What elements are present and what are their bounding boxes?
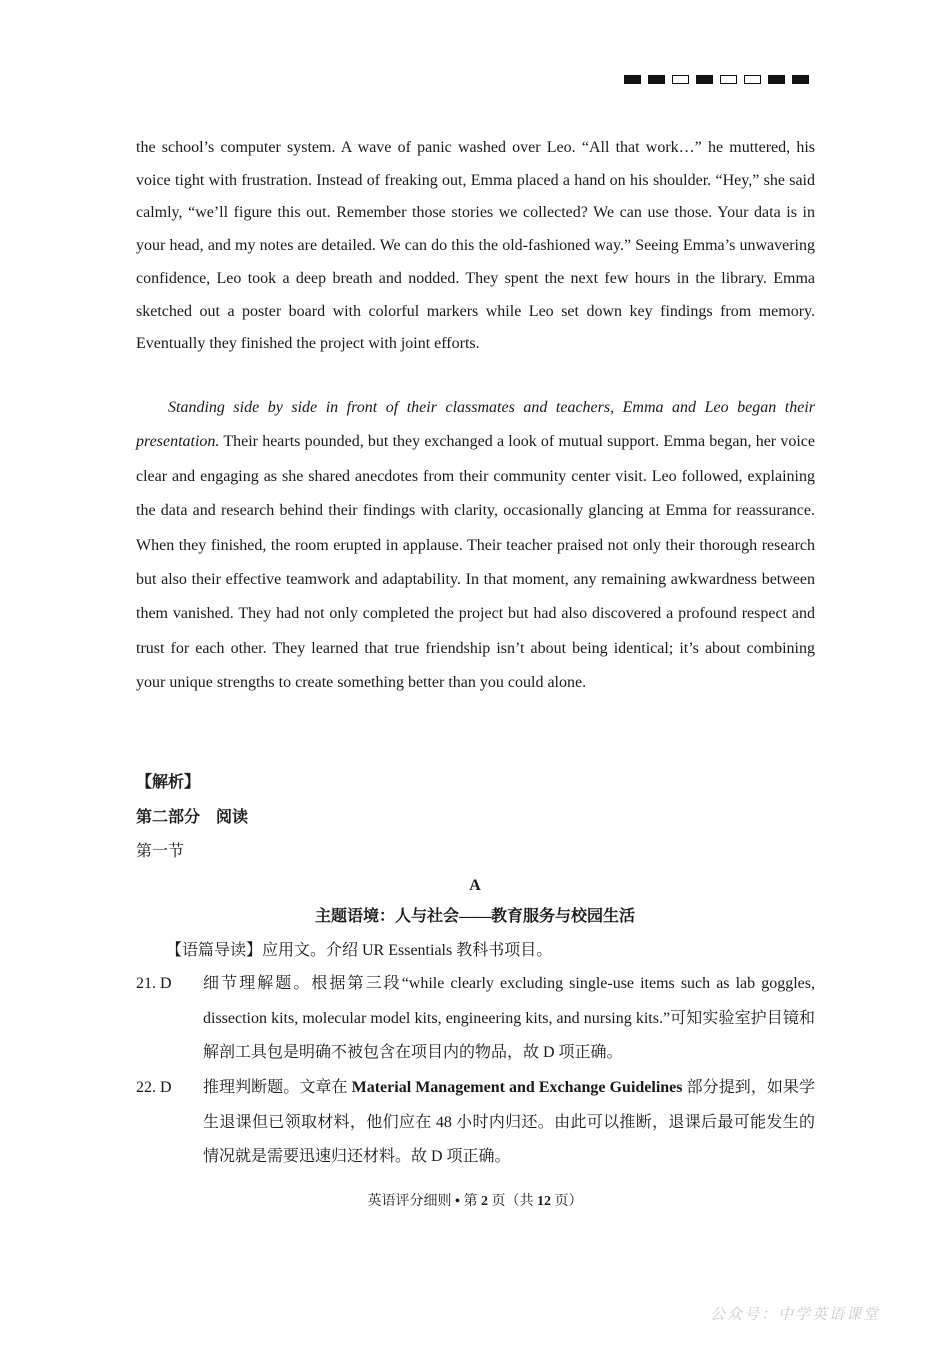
header-mark bbox=[792, 75, 809, 84]
header-marks bbox=[624, 75, 809, 84]
item-explanation bbox=[203, 1071, 815, 1175]
guidelines-section-title: Material Management and Exchange Guidelines bbox=[351, 1079, 683, 1096]
essay-paragraph-2 bbox=[136, 391, 815, 701]
header-mark bbox=[672, 75, 689, 84]
passage-letter: A bbox=[469, 877, 481, 894]
header-mark bbox=[696, 75, 713, 84]
analysis-heading: 【解析】 bbox=[136, 774, 201, 791]
watermark: 公众号：中学英语课堂 bbox=[709, 1305, 880, 1323]
item-explanation-start: 推理判断题。文章在 bbox=[203, 1079, 352, 1096]
header-mark bbox=[768, 75, 785, 84]
item-number: 21. D bbox=[136, 975, 172, 992]
footer-page-mid: 页（共 bbox=[491, 1194, 534, 1209]
section-heading: 第一节 bbox=[136, 843, 185, 860]
footer-page-prefix: 第 bbox=[463, 1194, 478, 1209]
item-explanation-end: 部分提到，如果学生退课但已领取材料，他们应在 48 小时内归还。由此可以推断，退课后最可能发生的情况就是需要迅速归还材料。故 D 项正确。 bbox=[203, 1079, 815, 1165]
header-mark bbox=[720, 75, 737, 84]
essay-paragraph-1: the school’s computer system. A wave of panic washed over Leo. “All that work…” he muttered, his voice tight with frustration. Instead of freaking out, Emma placed a hand on his shoulder. “Hey,” she said calmly, “we’ll figure this out. Remember those stories we collected? We can use those. Your data is in your head, and my notes are detailed. We can do this the old-fashioned way.” Seeing Emma’s unwavering confidence, Leo took a deep breath and nodded. They spent the next few hours in the library. Emma sketched out a poster board with colorful markers while Leo set down key findings from memory. Eventually they finished the project with joint efforts. bbox=[136, 139, 815, 353]
footer-dot: • bbox=[455, 1194, 460, 1209]
item-number: 22. D bbox=[136, 1079, 172, 1096]
essay-opening-sentence: Standing side by side in front of their classmates and teachers, Emma and Leo began their presentation. bbox=[136, 399, 815, 451]
theme-context: 主题语境：人与社会——教育服务与校园生活 bbox=[314, 908, 635, 925]
passage-guide: 【语篇导读】应用文。介绍 UR Essentials 教科书项目。 bbox=[166, 942, 553, 959]
essay-paragraph-2-body: Their hearts pounded, but they exchanged a look of mutual support. Emma began, her voice clear and engaging as she shared anecdotes from their community center visit. Leo followed, explaining the data and research behind their findings with clarity, occasionally glancing at Emma for reassurance. When they finished, the room erupted in applause. Their teacher praised not only their thorough research but also their effective teamwork and adaptability. In that moment, any remaining awkwardness between them vanished. They had not only completed the project but had also discovered a profound respect and trust for each other. They learned that true friendship isn’t about being identical; it’s about combining your unique strengths to create something better than you could alone. bbox=[136, 433, 815, 692]
part-heading: 第二部分 阅读 bbox=[136, 809, 249, 826]
footer-page-total: 12 bbox=[536, 1194, 551, 1209]
item-explanation: 细节理解题。根据第三段“while clearly excluding single-use items such as lab goggles, dissection kits, molecular model kits, engineering kits, and nursing kits.”可知实验室护目镜和解剖工具包是明确不被包含在项目内的物品，故 D 项正确。 bbox=[203, 975, 815, 1061]
header-mark bbox=[744, 75, 761, 84]
footer-subject: 英语评分细则 bbox=[367, 1194, 452, 1209]
header-mark bbox=[648, 75, 665, 84]
footer-page-number: 2 bbox=[480, 1194, 488, 1209]
page-footer bbox=[0, 1190, 950, 1210]
footer-page-suffix: 页） bbox=[554, 1194, 583, 1209]
header-mark bbox=[624, 75, 641, 84]
